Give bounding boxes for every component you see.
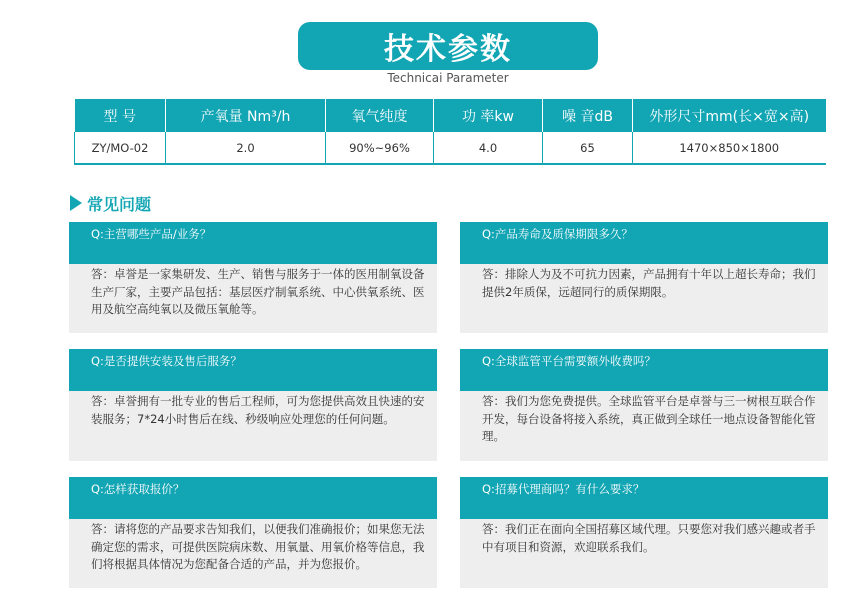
column-header-dimensions: 外形尺寸mm(长×宽×高) — [633, 99, 826, 132]
faq-question: Q:怎样获取报价？ — [69, 477, 437, 519]
column-header-oxygen-purity: 氧气纯度 — [326, 99, 434, 132]
table-row — [75, 132, 826, 164]
page-subtitle: Technicai Parameter — [387, 71, 509, 85]
cell-oxygen-output: 2.0 — [166, 132, 326, 164]
faq-heading — [70, 192, 151, 214]
page-title: 技术参数 — [384, 32, 512, 67]
faq-answer: 答：请将您的产品要求告知我们，以便我们准确报价；如果您无法确定您的需求，可提供医院病床数、用氧量、用氧价格等信息，我们将根据具体情况为您配备合适的产品，并为您报价。 — [91, 522, 425, 571]
column-header-model: 型 号 — [75, 99, 166, 132]
page-title-banner — [298, 22, 598, 70]
faq-answer: 答：我们为您免费提供。全球监管平台是卓誉与三一树根互联合作开发，每台设备将接入系统，真正做到全球任一地点设备智能化管理。 — [482, 394, 816, 443]
cell-dimensions: 1470×850×1800 — [633, 132, 826, 164]
faq-question: Q:全球监管平台需要额外收费吗？ — [460, 349, 828, 391]
parameters-table — [74, 99, 826, 165]
cell-model: ZY/MO-02 — [75, 132, 166, 164]
column-header-power: 功 率kw — [434, 99, 543, 132]
table-header-row — [75, 99, 826, 132]
faq-card-warranty — [460, 222, 828, 333]
faq-question: Q:主营哪些产品/业务？ — [69, 222, 437, 264]
faq-card-agents — [460, 477, 828, 588]
faq-answer: 答：卓誉拥有一批专业的售后工程师，可为您提供高效且快速的安装服务；7*24小时售后在线、秒级响应处理您的任何问题。 — [91, 394, 425, 426]
faq-heading-label: 常见问题 — [87, 194, 152, 214]
cell-noise: 65 — [543, 132, 633, 164]
faq-card-monitoring-fee — [460, 349, 828, 461]
faq-answer: 答：我们正在面向全国招募区域代理。只要您对我们感兴趣或者手中有项目和资源，欢迎联系我们。 — [482, 522, 816, 554]
faq-question: Q:招募代理商吗？有什么要求？ — [460, 477, 828, 519]
faq-question: Q:产品寿命及质保期限多久？ — [460, 222, 828, 264]
column-header-oxygen-output: 产氧量 Nm³/h — [166, 99, 326, 132]
column-header-noise: 噪 音dB — [543, 99, 633, 132]
cell-power: 4.0 — [434, 132, 543, 164]
cell-oxygen-purity: 90%~96% — [326, 132, 434, 164]
faq-question: Q:是否提供安装及售后服务？ — [69, 349, 437, 391]
faq-card-main-business — [69, 222, 437, 333]
faq-answer: 答：排除人为及不可抗力因素，产品拥有十年以上超长寿命；我们提供2年质保，远超同行的质保期限。 — [482, 267, 816, 299]
faq-card-quotation — [69, 477, 437, 588]
faq-answer: 答：卓誉是一家集研发、生产、销售与服务于一体的医用制氧设备生产厂家，主要产品包括：基层医疗制氧系统、中心供氧系统、医用及航空高纯氧以及微压氧舱等。 — [91, 267, 425, 316]
faq-card-installation — [69, 349, 437, 461]
triangle-bullet-icon — [70, 195, 82, 211]
